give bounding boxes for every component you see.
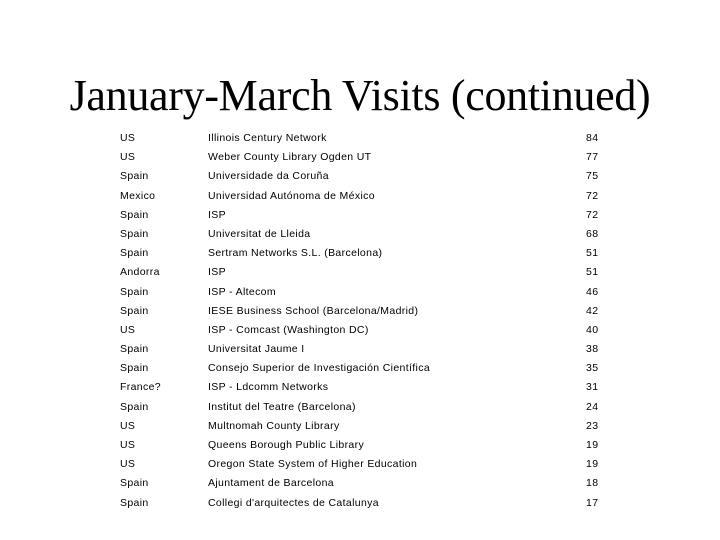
organization-cell: ISP - Comcast (Washington DC) [208,323,369,336]
visits-cell: 18 [586,477,599,490]
country-cell: Spain [120,304,149,317]
visits-cell: 42 [586,304,599,317]
country-cell: US [120,458,136,471]
organization-cell: Institut del Teatre (Barcelona) [208,400,356,413]
slide-title: January-March Visits (continued) [69,71,651,120]
organization-cell: Universidad Autónoma de México [208,189,375,202]
organization-cell: Sertram Networks S.L. (Barcelona) [208,247,383,260]
country-cell: Spain [120,343,149,356]
table-row [120,263,604,282]
organization-cell: ISP [208,208,226,221]
visits-cell: 51 [586,266,599,279]
organization-cell: ISP - Altecom [208,285,276,298]
visits-cell: 23 [586,419,599,432]
organization-cell: Universitat de Lleida [208,227,311,240]
country-cell: Mexico [120,189,156,202]
visits-cell: 19 [586,458,599,471]
country-cell: Spain [120,247,149,260]
table-row [120,225,604,244]
table-row [120,417,604,436]
visits-cell: 24 [586,400,599,413]
visits-cell: 72 [586,189,599,202]
organization-cell: IESE Business School (Barcelona/Madrid) [208,304,419,317]
organization-cell: Queens Borough Public Library [208,439,365,451]
country-cell: Spain [120,400,149,413]
visits-cell: 84 [586,132,599,144]
visits-cell: 77 [586,151,599,164]
visits-cell: 17 [586,496,599,509]
visits-cell: 35 [586,362,599,375]
country-cell: US [120,439,136,451]
country-cell: US [120,151,136,164]
country-cell: Spain [120,477,149,490]
visits-cell: 72 [586,208,599,221]
visits-cell: 19 [586,439,599,451]
organization-cell: Ajuntament de Barcelona [208,477,334,490]
table-row [120,321,604,340]
country-cell: Spain [120,362,149,375]
table-row [120,167,604,186]
visits-cell: 51 [586,247,599,260]
country-cell: Spain [120,170,149,183]
organization-cell: ISP [208,266,226,279]
country-cell: Andorra [120,266,160,279]
visits-cell: 68 [586,227,599,240]
table-row [120,206,604,225]
organization-cell: Multnomah County Library [208,419,340,432]
organization-cell: Collegi d'arquitectes de Catalunya [208,496,379,509]
table-row [120,283,604,302]
visits-table [120,129,604,513]
country-cell: France? [120,381,161,394]
table-row [120,474,604,493]
table-row [120,378,604,397]
country-cell: US [120,419,136,432]
table-row [120,359,604,378]
table-row [120,148,604,167]
table-row [120,494,604,513]
table-row [120,129,604,148]
table-row [120,436,604,455]
table-row [120,302,604,321]
organization-cell: ISP - Ldcomm Networks [208,381,329,394]
country-cell: Spain [120,227,149,240]
organization-cell: Universitat Jaume I [208,343,305,356]
table-row [120,340,604,359]
visits-cell: 40 [586,323,599,336]
country-cell: Spain [120,496,149,509]
organization-cell: Illinois Century Network [208,132,327,144]
country-cell: Spain [120,285,149,298]
organization-cell: Consejo Superior de Investigación Científica [208,362,431,375]
country-cell: US [120,132,136,144]
organization-cell: Weber County Library Ogden UT [208,151,372,164]
country-cell: Spain [120,208,149,221]
visits-cell: 38 [586,343,599,356]
table-row [120,398,604,417]
table-row [120,244,604,263]
organization-cell: Oregon State System of Higher Education [208,458,418,471]
visits-cell: 75 [586,170,599,183]
table-row [120,187,604,206]
country-cell: US [120,323,136,336]
table-row [120,455,604,474]
visits-cell: 31 [586,381,599,394]
organization-cell: Universidade da Coruña [208,170,329,183]
visits-cell: 46 [586,285,599,298]
